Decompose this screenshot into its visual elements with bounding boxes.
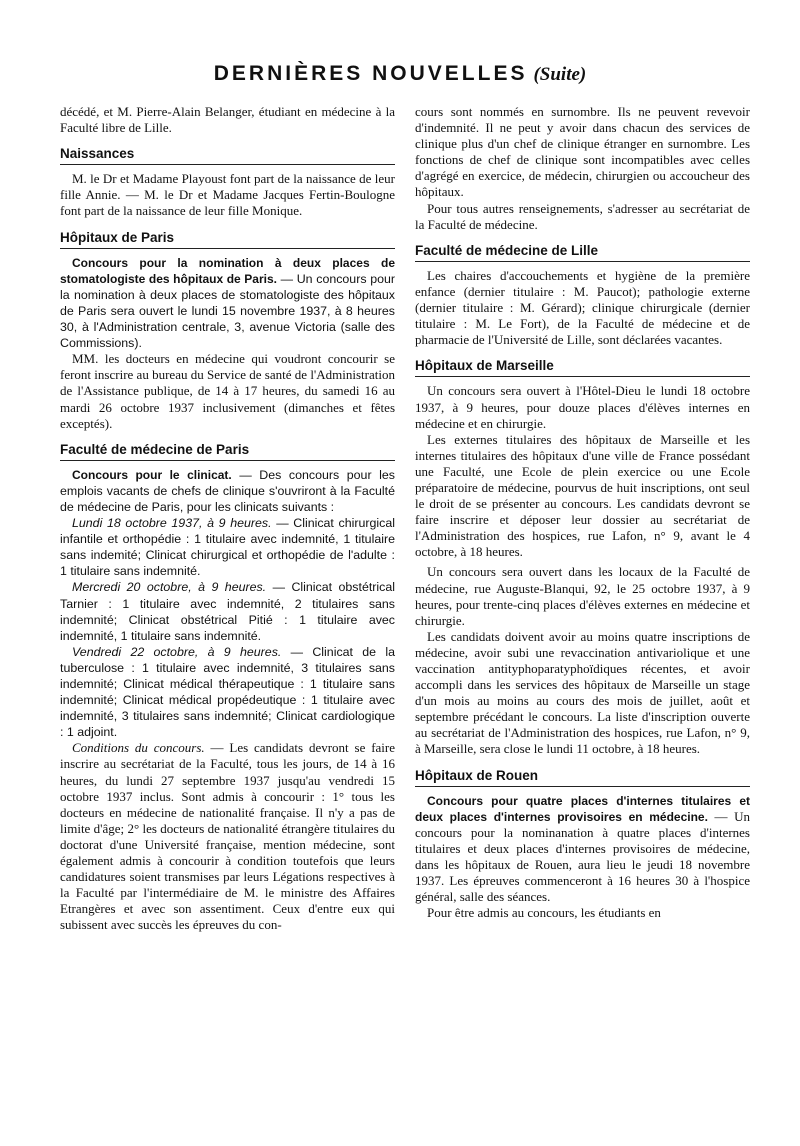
right-column xyxy=(415,104,750,921)
right-intro-1: cours sont nommés en surnombre. Ils ne peuvent revevoir d'indemnité. Il ne peut y avoir dans chacun des services de clinique plus d'un chef de clinique étranger en surnombre. Les fonctions de chef de clinique sont incompatibles avec celles d'agrégé en exercice, de médecin, chirurgien ou accoucheur des hôpitaux. xyxy=(415,104,750,200)
faculte-paris-p2-text: — Clinicat chirurgical infantile et orthopédie : 1 titulaire avec indemnité, 1 titulaire sans indemité; Clinicat chirurgical et orthopédie de l'adulte : 1 titulaire sans indemnité. xyxy=(60,516,396,579)
faculte-paris-p5 xyxy=(60,740,395,933)
heading-faculte-lille: Faculté de médecine de Lille xyxy=(415,243,750,262)
heading-faculte-paris: Faculté de médecine de Paris xyxy=(60,442,395,461)
right-intro-2: Pour tous autres renseignements, s'adresser au secrétariat de la Faculté de médecine. xyxy=(415,200,750,232)
date-vendredi: Vendredi 22 octobre, à 9 heures. xyxy=(72,644,282,659)
header-title: DERNIÈRES NOUVELLES xyxy=(213,62,528,85)
marseille-p3: Un concours sera ouvert dans les locaux de la Faculté de médecine, rue Auguste-Blanqui, 92, le 25 octobre 1937, à 9 heures, pour trente-cinq places d'élèves externes en médecine et chirurgie. xyxy=(415,564,750,628)
left-column xyxy=(60,104,395,934)
conditions-label: Conditions du concours. xyxy=(72,740,205,756)
left-intro: décédé, et M. Pierre-Alain Belanger, étudiant en médecine à la Faculté libre de Lille. xyxy=(60,104,395,136)
faculte-paris-p1-text: — Des concours pour les emplois vacants de chefs de clinique s'ouvriront à la Faculté de médecine de Paris, pour les clinicats suivants : xyxy=(60,467,395,514)
faculte-paris-p4 xyxy=(60,644,395,741)
faculte-paris-lead: Concours pour le clinicat. xyxy=(72,467,232,482)
header-suite: (Suite) xyxy=(533,64,587,85)
faculte-lille-text: Les chaires d'accouchements et hygiène de la première enfance (dernier titulaire : M. Paucot); pathologie externe (dernier titulaire : M. Gérard); clinique chirurgicale (dernier titulaire : M. Le Fort), de la Faculté de médecine et de pharmacie de l'Université de Lille, sont déclarées vacantes. xyxy=(415,267,750,348)
hopitaux-paris-p1-text: — Un concours pour la nomination à deux places de stomatologiste des hôpitaux de Paris sera ouvert le lundi 15 novembre 1937, à 8 heures 30, à l'Administration centrale, 3, avenue Victoria (salle des Commissions). xyxy=(60,271,395,351)
marseille-p2: Les externes titulaires des hôpitaux de Marseille et les internes titulaires des hôpitaux d'une ville de France possédant une Faculté, une Ecole de plein exercice ou une Ecole préparatoire de médecine, pourvus de huit inscriptions, ont seul le droit de se présenter au concours. Les candidats devront se faire inscrire et déposer leur dossier au secrétariat de l'Administration des hospices, rue Lafon, n° 9, avant le 4 octobre, à 18 heures. xyxy=(415,431,750,560)
date-mercredi: Mercredi 20 octobre, à 9 heures. xyxy=(72,580,267,595)
heading-naissances: Naissances xyxy=(60,146,395,165)
faculte-paris-p2 xyxy=(60,515,395,579)
naissances-text: M. le Dr et Madame Playoust font part de la naissance de leur fille Annie. — M. le Dr et Madame Jacques Fertin-Boulogne font part de la naissance de leur fille Monique. xyxy=(60,171,395,219)
faculte-paris-p4-text: — Clinicat de la tuberculose : 1 titulaire avec indemnité, 3 titulaires sans indemnité; Clinicat médical thérapeutique : 1 titulaire sans indemnité; Clinicat médical propédeutique : 1 titulaire avec indemnité, 3 titulaires sans indemnité; Clinicat cardiologique : 1 adjoint. xyxy=(60,644,396,740)
rouen-p1 xyxy=(415,793,750,906)
faculte-paris-p1 xyxy=(60,467,395,515)
faculte-paris-p3-text: — Clinicat obstétrical Tarnier : 1 titulaire avec indemnité, 2 titulaires sans indemnité; Clinicat obstétrical Pitié : 1 titulaire avec indemnité, 1 titulaire sans indemnité. xyxy=(60,580,395,643)
heading-hopitaux-marseille: Hôpitaux de Marseille xyxy=(415,358,750,377)
hopitaux-paris-lead: Concours pour la nomination à deux places de stomatologiste des hôpitaux de Paris. xyxy=(60,255,395,286)
heading-hopitaux-paris: Hôpitaux de Paris xyxy=(60,230,395,249)
rouen-lead: Concours pour quatre places d'internes titulaires et deux places d'internes provisoires en médecine. xyxy=(415,793,750,824)
rouen-p2: Pour être admis au concours, les étudiants en xyxy=(427,905,661,921)
date-lundi: Lundi 18 octobre 1937, à 9 heures. xyxy=(72,516,272,531)
marseille-p4: Les candidats doivent avoir au moins quatre inscriptions de médecine, avoir subi une revaccination antivariolique et une vaccination antityphoparatyphoïdiques récentes, et avoir accompli dans les services des hôpitaux de Marseille un stage d'un mois au moins au cours des mois de juillet, août et septembre précédant le concours. La liste d'inscription ouverte au secrétariat de l'Administration des hospices, rue Lafon, n° 9, à Marseille, sera close le lundi 11 octobre, à 18 heures. xyxy=(415,628,750,757)
page-header xyxy=(0,62,800,86)
faculte-paris-p3 xyxy=(60,579,395,643)
rouen-p1-text: — Un concours pour la nominanation à quatre places d'internes titulaires et deux places d'internes provisoires de médecine, dans les hôpitaux de Rouen, aura lieu le jeudi 18 novembre 1937. Les épreuves commenceront à 16 heures 30 à l'hospice général, salle des séances. xyxy=(415,808,751,905)
marseille-p1: Un concours sera ouvert à l'Hôtel-Dieu le lundi 18 octobre 1937, à 9 heures, pour douze places d'élèves internes en médecine et en chirurgie. xyxy=(415,383,750,431)
heading-hopitaux-rouen: Hôpitaux de Rouen xyxy=(415,768,750,787)
hopitaux-paris-p2: MM. les docteurs en médecine qui voudront concourir se feront inscrire au bureau du Service de santé de l'Administration de l'Assistance publique, de 14 à 17 heures, du samedi 16 au mardi 26 octobre 1937 inclusivement (dimanches et fêtes exceptés). xyxy=(60,351,395,431)
faculte-paris-p5-text: — Les candidats devront se faire inscrire au secrétariat de la Faculté, tous les jours, de 14 à 16 heures, du lundi 27 septembre 1937 jusqu'au vendredi 15 octobre 1937 inclus. Sont admis à concourir : 1° tous les docteurs en médecine de nationalité française. Il n'y a pas de limite d'âge; 2° les docteurs de nationalité étrangère titulaires du doctorat d'une Université française, mention médecine, sont également admis à concourir à condition toutefois que leurs candidatures soient transmises par leurs Légations respectives à la Faculté par l'intermédiaire de M. le ministre des Affaires Etrangères et avec son assentiment. Ceux d'entre eux qui subissent avec succès les épreuves du con- xyxy=(60,740,395,933)
hopitaux-paris-p1 xyxy=(60,255,395,352)
